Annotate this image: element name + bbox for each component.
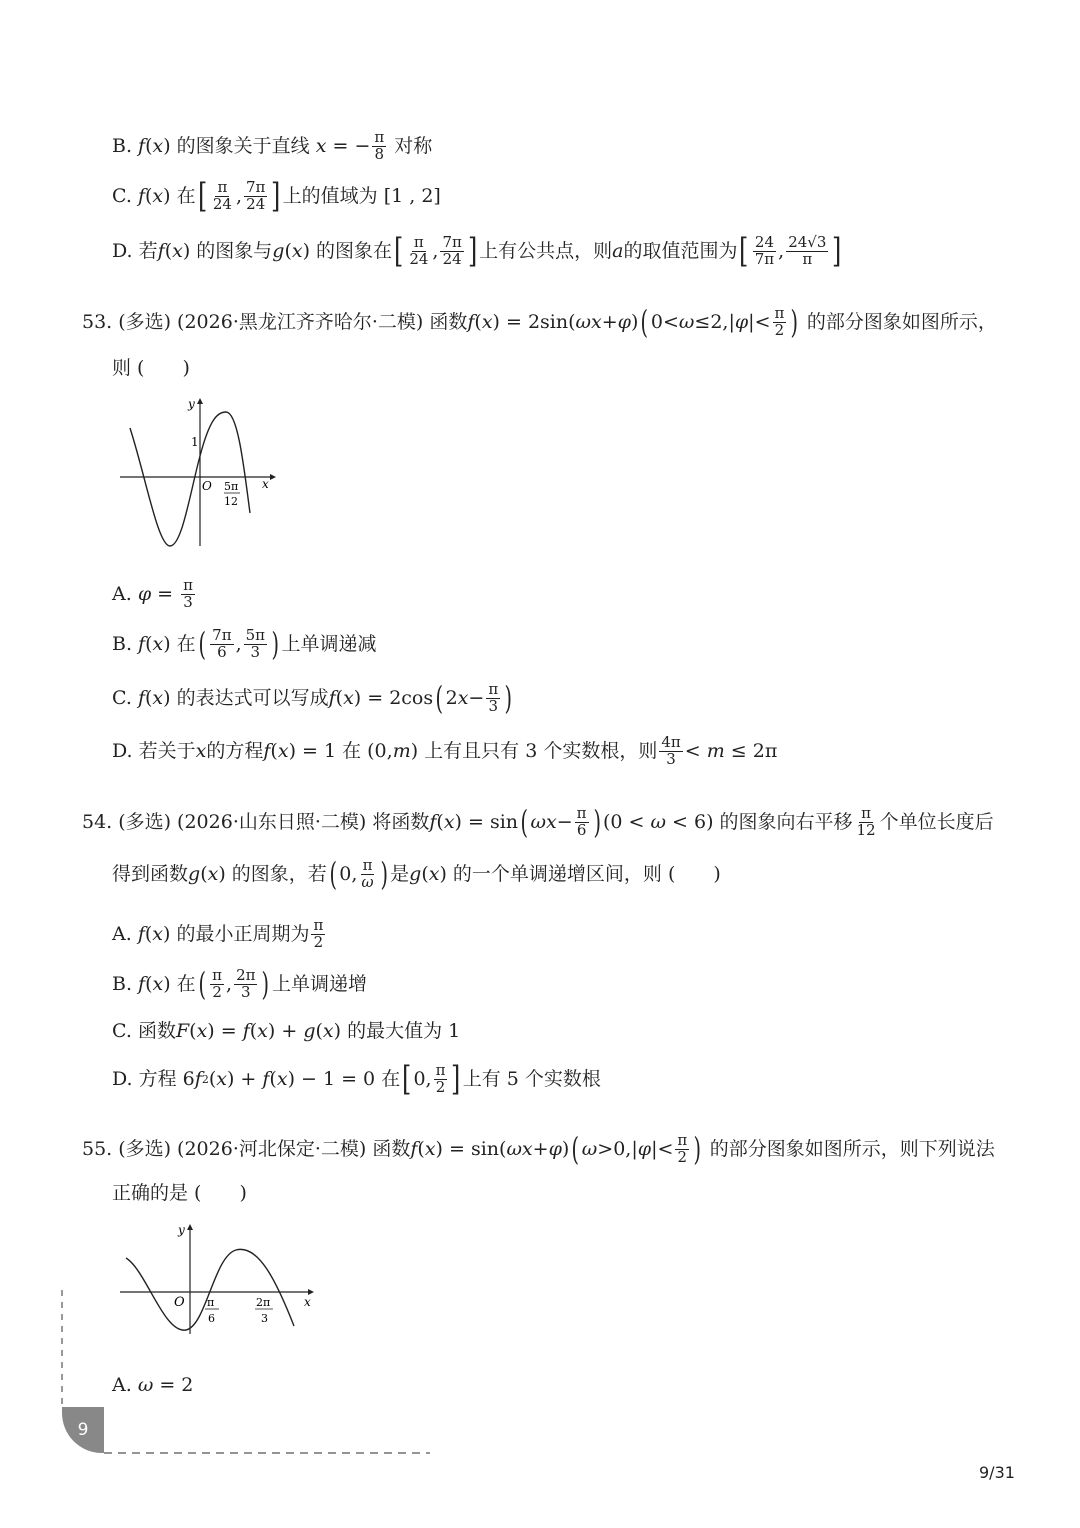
q53-y-label: y: [188, 397, 195, 411]
q54-option-c: C. 函数 F ( x ) = f ( x ) + g ( x ) 的最大值为 1: [112, 1020, 461, 1042]
q55-tag: (多选): [118, 1137, 172, 1160]
q52-option-b: B. f ( x ) 的图象关于直线 x = − π 8 对称: [112, 128, 433, 163]
q52-option-d: D. 若 f ( x ) 的图象与 g ( x ) 的图象在 [ π 24 , 7π 24 ] 上有公共点，则 a 的取值范围为 [ 24 7π , 24√3 π ]: [112, 231, 842, 271]
q53-source: (2026·黑龙江齐齐哈尔·二模): [177, 310, 424, 333]
q54-stem: 54. (多选) (2026·山东日照·二模) 将函数 f ( x ) = sin ( ωx − π 6 ) (0 < ω < 6) 的图象向右平移 π 12 个单位长度后: [82, 803, 994, 842]
q54-number: 54.: [82, 810, 113, 833]
q53-origin-label: O: [202, 479, 212, 493]
q53-one-label: 1: [191, 435, 199, 449]
q53-tick-num: 5π: [224, 480, 239, 493]
q54-option-b: B. f ( x ) 在 ( π 2 , 2π 3 ) 上单调递增: [112, 965, 367, 1004]
q53-number: 53.: [82, 310, 113, 333]
q53-stem-2: 则 ( ): [112, 357, 190, 379]
q55-y-label: y: [178, 1223, 185, 1237]
q55-source: (2026·河北保定·二模): [177, 1137, 367, 1160]
q53-tag: (多选): [118, 310, 172, 333]
q53-option-b: B. f ( x ) 在 ( 7π 6 , 5π 3 ) 上单调递减: [112, 625, 377, 664]
page-tab-number: 9: [62, 1407, 104, 1453]
q53-x-label: x: [262, 477, 269, 491]
q55-option-a: A. ω = 2: [112, 1374, 194, 1396]
q55-origin-label: O: [174, 1295, 185, 1310]
q52-option-c: C. f ( x ) 在 [ π 24 , 7π 24 ] 上的值域为 [1 , 2]: [112, 176, 441, 216]
q53-option-c: C. f ( x ) 的表达式可以写成 f ( x ) = 2cos ( 2 x − π 3 ): [112, 679, 513, 718]
q55-x-label: x: [304, 1295, 311, 1309]
q55-number: 55.: [82, 1137, 113, 1160]
q54-tag: (多选): [118, 810, 172, 833]
q55-stem-2: 正确的是 ( ): [112, 1182, 247, 1204]
q55-stem: 55. (多选) (2026·河北保定·二模) 函数 f ( x ) = sin( ωx + φ ) ( ω >0,| φ |< π 2 ) 的部分图象如图所示，则下列说法: [82, 1130, 995, 1169]
q54-option-d: D. 方程 6 f 2 ( x ) + f ( x ) − 1 = 0 在 [ 0, π 2 ] 上有 5 个实数根: [112, 1059, 601, 1099]
q53-option-a: A. φ = π 3: [112, 576, 193, 611]
q55-tick1-den: 6: [208, 1312, 215, 1325]
q55-tick2-den: 3: [261, 1312, 268, 1325]
page-number: 9/31: [979, 1463, 1015, 1482]
q53-stem: 53. (多选) (2026·黑龙江齐齐哈尔·二模) 函数 f ( x ) = 2sin( ωx + φ ) ( 0< ω ≤2,| φ |< π 2 ) 的部分图象如图所示，: [82, 303, 997, 342]
q54-stem-2: 得到函数 g ( x ) 的图象，若 ( 0, π ω ) 是 g ( x ) 的一个单调递增区间，则 ( ): [112, 855, 721, 894]
q54-source: (2026·山东日照·二模): [177, 810, 367, 833]
q55-tick2-num: 2π: [256, 1296, 271, 1309]
q54-option-a: A. f ( x ) 的最小正周期为 π 2: [112, 916, 324, 951]
q53-option-d: D. 若关于 x 的方程 f ( x ) = 1 在 (0, m ) 上有且只有 3 个实数根，则 4π 3 < m ≤ 2π: [112, 733, 778, 768]
q53-tick-den: 12: [224, 495, 238, 508]
q55-tick1-num: π: [207, 1296, 215, 1309]
